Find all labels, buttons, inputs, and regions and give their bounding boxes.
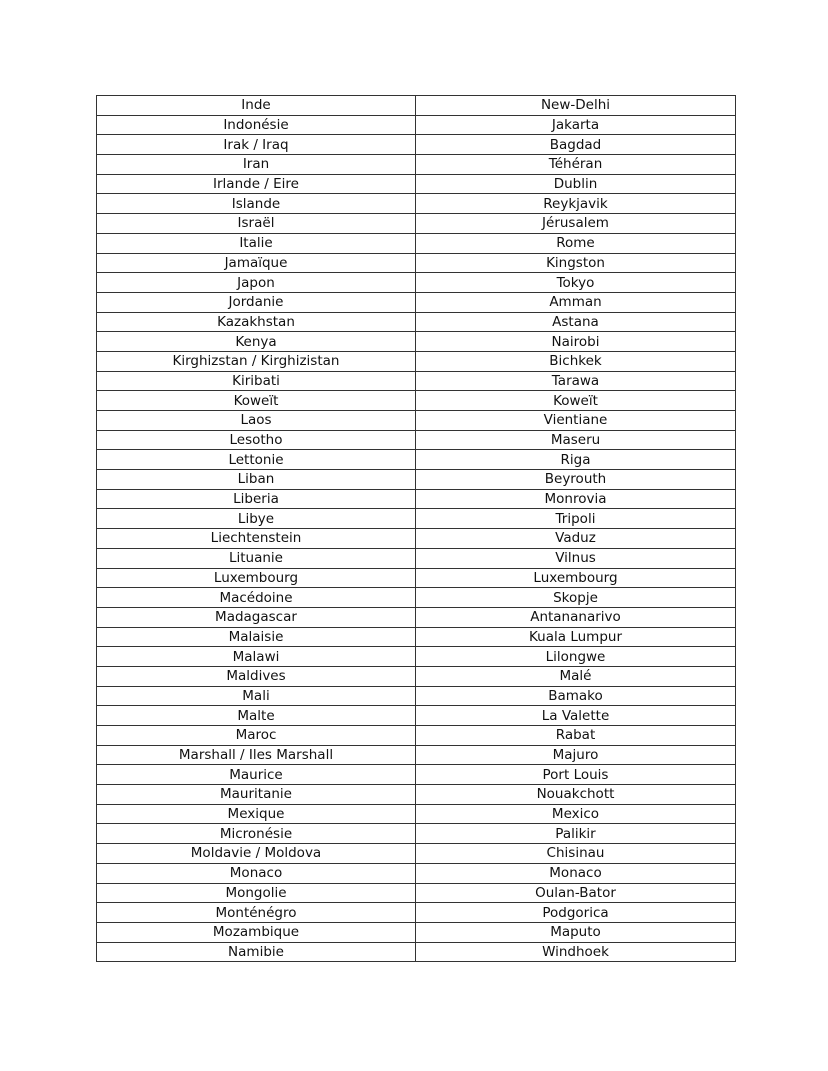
table-row [97, 627, 736, 647]
table-row [97, 509, 736, 529]
country-cell: Namibie [97, 942, 416, 962]
table-row [97, 607, 736, 627]
country-cell: Micronésie [97, 824, 416, 844]
countries-capitals-table [96, 95, 736, 962]
country-cell: Japon [97, 273, 416, 293]
capital-cell: Vilnus [416, 548, 736, 568]
table-row [97, 292, 736, 312]
country-cell: Kirghizstan / Kirghizistan [97, 351, 416, 371]
country-cell: Malaisie [97, 627, 416, 647]
capital-cell: Windhoek [416, 942, 736, 962]
table-row [97, 194, 736, 214]
country-cell: Mauritanie [97, 785, 416, 805]
capital-cell: Bichkek [416, 351, 736, 371]
capital-cell: La Valette [416, 706, 736, 726]
capital-cell: Chisinau [416, 844, 736, 864]
capital-cell: Riga [416, 450, 736, 470]
capital-cell: Podgorica [416, 903, 736, 923]
capital-cell: Maputo [416, 922, 736, 942]
capital-cell: Lilongwe [416, 647, 736, 667]
country-cell: Luxembourg [97, 568, 416, 588]
country-cell: Liberia [97, 489, 416, 509]
table-body [97, 96, 736, 962]
country-cell: Malte [97, 706, 416, 726]
capital-cell: Monrovia [416, 489, 736, 509]
country-cell: Lituanie [97, 548, 416, 568]
country-cell: Maroc [97, 726, 416, 746]
table-row [97, 312, 736, 332]
table-row [97, 214, 736, 234]
table-row [97, 470, 736, 490]
capital-cell: Amman [416, 292, 736, 312]
capital-cell: Rabat [416, 726, 736, 746]
country-cell: Mongolie [97, 883, 416, 903]
country-cell: Mozambique [97, 922, 416, 942]
capital-cell: Maseru [416, 430, 736, 450]
capital-cell: Palikir [416, 824, 736, 844]
country-cell: Italie [97, 233, 416, 253]
table-row [97, 863, 736, 883]
country-cell: Liban [97, 470, 416, 490]
table-row [97, 942, 736, 962]
country-cell: Kenya [97, 332, 416, 352]
country-cell: Laos [97, 411, 416, 431]
capital-cell: Astana [416, 312, 736, 332]
table-row [97, 174, 736, 194]
capital-cell: Nouakchott [416, 785, 736, 805]
table-row [97, 686, 736, 706]
country-cell: Islande [97, 194, 416, 214]
country-cell: Malawi [97, 647, 416, 667]
country-cell: Kazakhstan [97, 312, 416, 332]
country-cell: Monaco [97, 863, 416, 883]
capital-cell: Beyrouth [416, 470, 736, 490]
table-row [97, 666, 736, 686]
capital-cell: Bagdad [416, 135, 736, 155]
table-row [97, 903, 736, 923]
capital-cell: Antananarivo [416, 607, 736, 627]
table-row [97, 430, 736, 450]
country-cell: Jamaïque [97, 253, 416, 273]
table-row [97, 548, 736, 568]
table-row [97, 351, 736, 371]
capital-cell: Monaco [416, 863, 736, 883]
capital-cell: Oulan-Bator [416, 883, 736, 903]
country-cell: Mexique [97, 804, 416, 824]
country-cell: Liechtenstein [97, 529, 416, 549]
table-row [97, 332, 736, 352]
capital-cell: Majuro [416, 745, 736, 765]
capital-cell: Jakarta [416, 115, 736, 135]
country-cell: Lesotho [97, 430, 416, 450]
table-row [97, 745, 736, 765]
capital-cell: Skopje [416, 588, 736, 608]
country-cell: Jordanie [97, 292, 416, 312]
capital-cell: Koweït [416, 391, 736, 411]
country-cell: Madagascar [97, 607, 416, 627]
table-row [97, 529, 736, 549]
table-row [97, 155, 736, 175]
capitals-table-container [96, 95, 733, 962]
country-cell: Marshall / Iles Marshall [97, 745, 416, 765]
table-row [97, 391, 736, 411]
table-row [97, 450, 736, 470]
table-row [97, 273, 736, 293]
table-row [97, 765, 736, 785]
country-cell: Libye [97, 509, 416, 529]
capital-cell: Kuala Lumpur [416, 627, 736, 647]
table-row [97, 726, 736, 746]
capital-cell: Bamako [416, 686, 736, 706]
table-row [97, 922, 736, 942]
capital-cell: Vientiane [416, 411, 736, 431]
country-cell: Israël [97, 214, 416, 234]
table-row [97, 706, 736, 726]
table-row [97, 883, 736, 903]
capital-cell: Dublin [416, 174, 736, 194]
capital-cell: Port Louis [416, 765, 736, 785]
capital-cell: Nairobi [416, 332, 736, 352]
capital-cell: Kingston [416, 253, 736, 273]
table-row [97, 489, 736, 509]
capital-cell: Mexico [416, 804, 736, 824]
country-cell: Moldavie / Moldova [97, 844, 416, 864]
capital-cell: Jérusalem [416, 214, 736, 234]
capital-cell: Reykjavik [416, 194, 736, 214]
table-row [97, 253, 736, 273]
table-row [97, 568, 736, 588]
table-row [97, 824, 736, 844]
capital-cell: Luxembourg [416, 568, 736, 588]
country-cell: Iran [97, 155, 416, 175]
capital-cell: Rome [416, 233, 736, 253]
table-row [97, 96, 736, 116]
table-row [97, 647, 736, 667]
table-row [97, 233, 736, 253]
country-cell: Macédoine [97, 588, 416, 608]
country-cell: Inde [97, 96, 416, 116]
table-row [97, 804, 736, 824]
capital-cell: Tarawa [416, 371, 736, 391]
country-cell: Irlande / Eire [97, 174, 416, 194]
table-row [97, 844, 736, 864]
country-cell: Maldives [97, 666, 416, 686]
country-cell: Irak / Iraq [97, 135, 416, 155]
country-cell: Lettonie [97, 450, 416, 470]
country-cell: Monténégro [97, 903, 416, 923]
table-row [97, 371, 736, 391]
capital-cell: Téhéran [416, 155, 736, 175]
table-row [97, 588, 736, 608]
capital-cell: New-Delhi [416, 96, 736, 116]
table-row [97, 785, 736, 805]
country-cell: Maurice [97, 765, 416, 785]
country-cell: Mali [97, 686, 416, 706]
country-cell: Indonésie [97, 115, 416, 135]
capital-cell: Tokyo [416, 273, 736, 293]
country-cell: Koweït [97, 391, 416, 411]
capital-cell: Tripoli [416, 509, 736, 529]
capital-cell: Vaduz [416, 529, 736, 549]
country-cell: Kiribati [97, 371, 416, 391]
table-row [97, 135, 736, 155]
table-row [97, 411, 736, 431]
capital-cell: Malé [416, 666, 736, 686]
table-row [97, 115, 736, 135]
